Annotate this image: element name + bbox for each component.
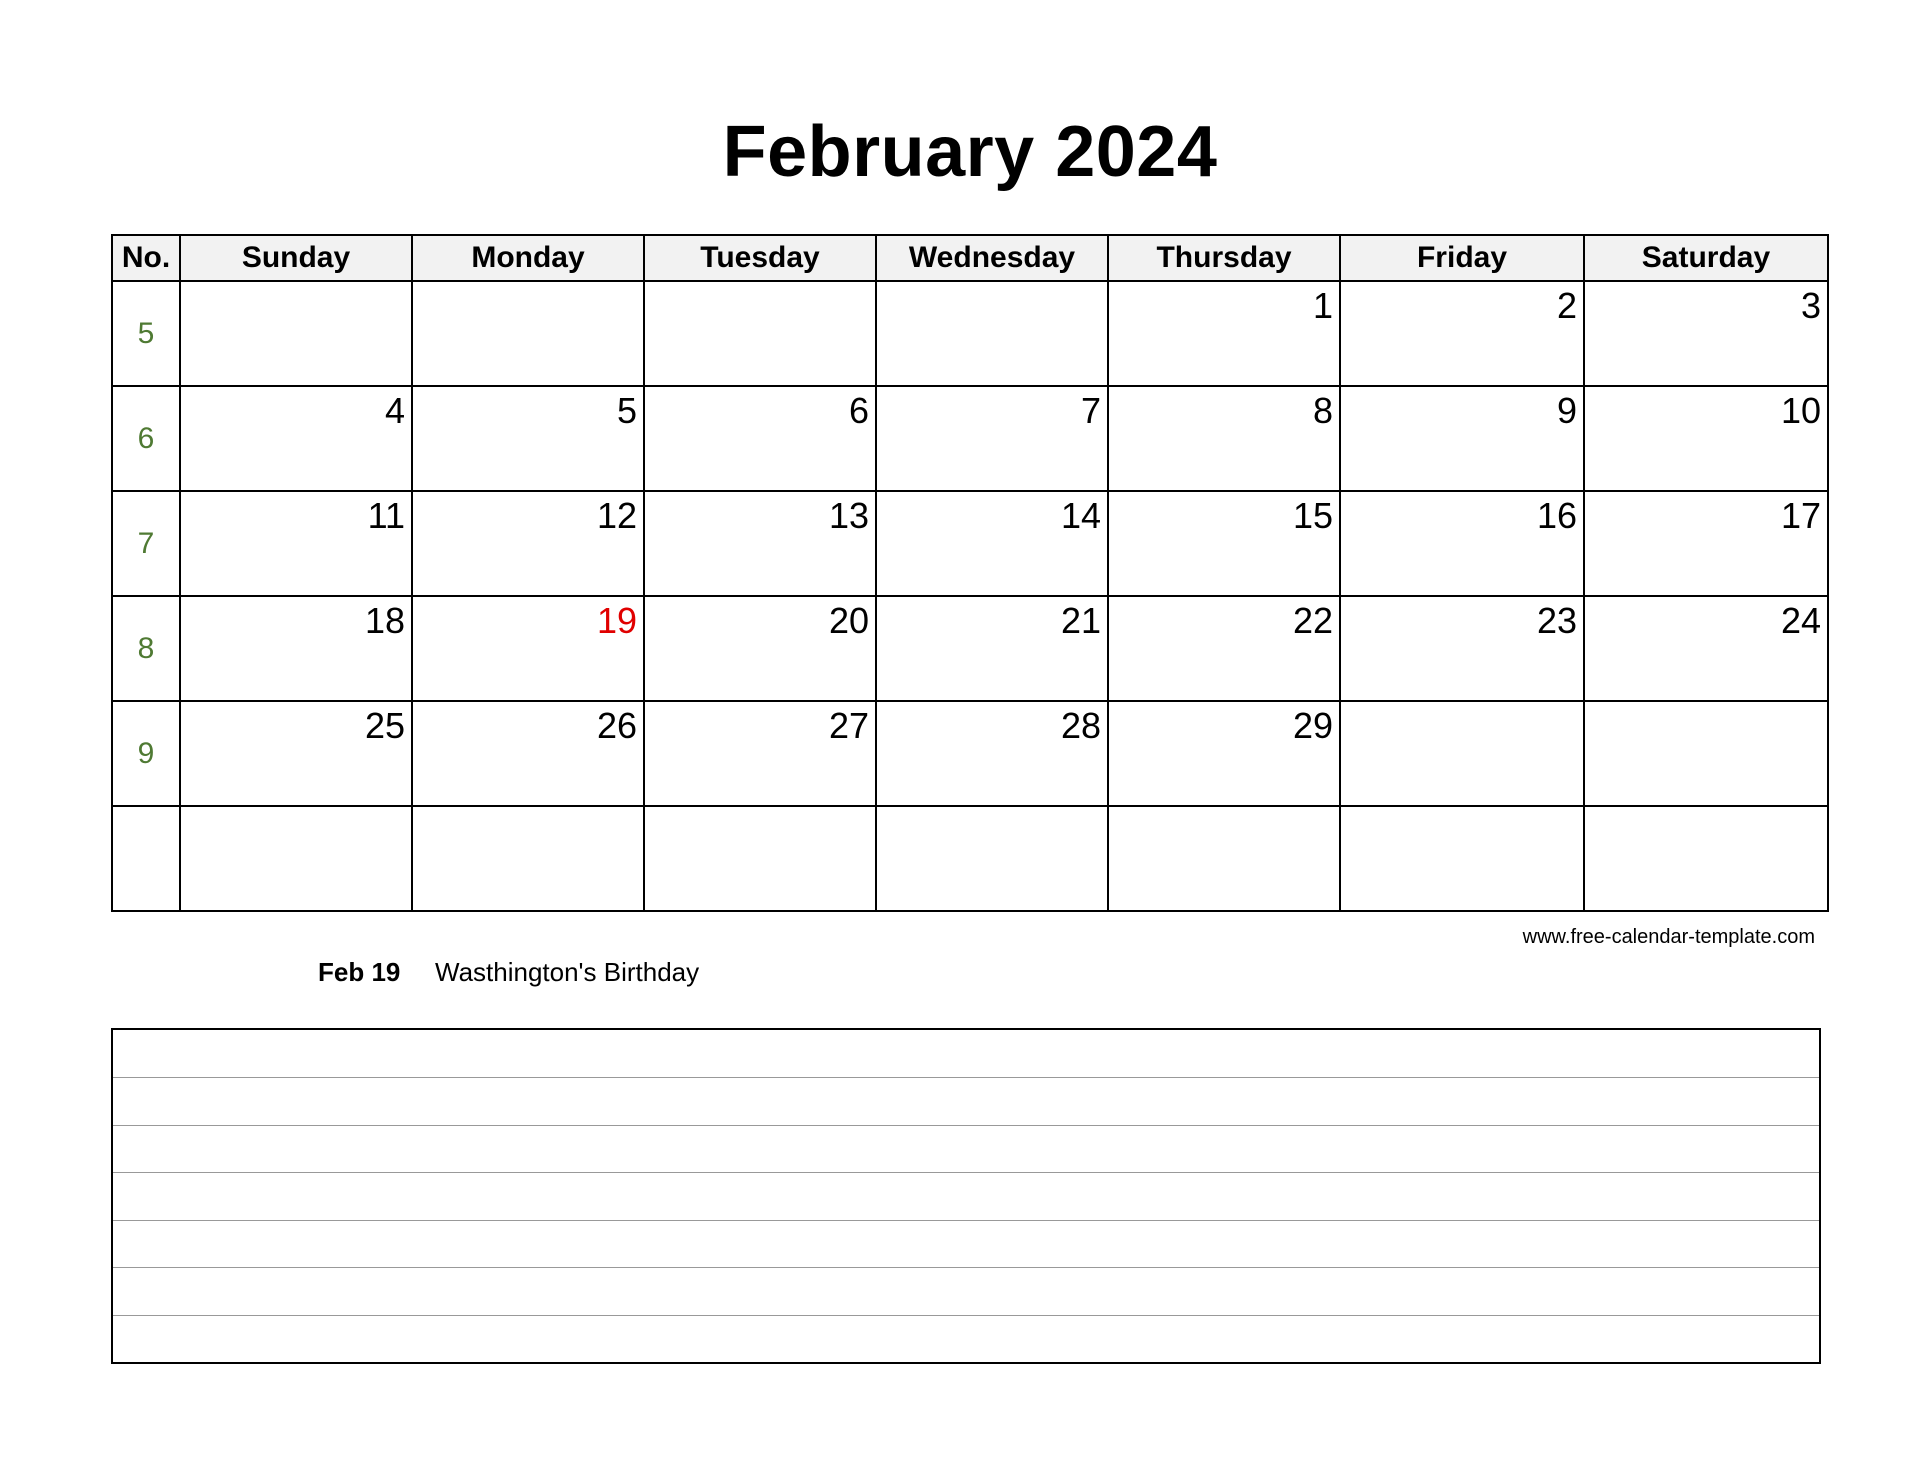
day-number: 23 [1536,600,1577,641]
holiday-date: Feb 19 [318,957,401,987]
day-cell-monday[interactable] [412,596,644,701]
day-cell-saturday[interactable] [1584,806,1828,911]
week-row [112,701,1828,806]
day-cell-wednesday[interactable] [876,281,1108,386]
note-line [113,1125,1819,1126]
day-cell-saturday[interactable] [1584,596,1828,701]
week-number-header: No. [112,235,180,281]
holiday-day-number: 19 [596,600,637,641]
day-number: 1 [1312,285,1333,326]
day-cell-monday[interactable] [412,491,644,596]
day-number [413,282,643,288]
day-number [877,282,1107,288]
week-row [112,596,1828,701]
day-number: 10 [1780,390,1821,431]
week-number: 6 [112,386,180,491]
day-cell-monday[interactable] [412,386,644,491]
week-row [112,281,1828,386]
header-wednesday: Wednesday [876,235,1108,281]
day-cell-tuesday[interactable] [644,281,876,386]
day-cell-saturday[interactable] [1584,386,1828,491]
day-cell-sunday[interactable] [180,806,412,911]
day-number [413,807,643,813]
day-cell-thursday[interactable] [1108,491,1340,596]
week-number: 7 [112,491,180,596]
day-number: 22 [1292,600,1333,641]
week-number: 8 [112,596,180,701]
day-number: 15 [1292,495,1333,536]
day-number: 9 [1556,390,1577,431]
header-sunday: Sunday [180,235,412,281]
day-number: 25 [364,705,405,746]
week-number: 9 [112,701,180,806]
day-cell-wednesday[interactable] [876,386,1108,491]
day-cell-wednesday[interactable] [876,491,1108,596]
day-number: 27 [828,705,869,746]
day-number [181,807,411,813]
day-number: 8 [1312,390,1333,431]
day-cell-sunday[interactable] [180,491,412,596]
note-line [113,1172,1819,1173]
note-line [113,1077,1819,1078]
day-number [1585,807,1827,813]
calendar-grid [111,234,1829,912]
week-row [112,386,1828,491]
day-cell-wednesday[interactable] [876,596,1108,701]
day-number: 17 [1780,495,1821,536]
day-number: 12 [596,495,637,536]
day-cell-wednesday[interactable] [876,806,1108,911]
day-cell-monday[interactable] [412,701,644,806]
day-cell-tuesday[interactable] [644,491,876,596]
week-row [112,806,1828,911]
day-number: 24 [1780,600,1821,641]
day-cell-thursday[interactable] [1108,701,1340,806]
day-cell-friday[interactable] [1340,386,1584,491]
day-number: 14 [1060,495,1101,536]
week-number: 5 [112,281,180,386]
day-number: 21 [1060,600,1101,641]
day-number [181,282,411,288]
page-title: February 2024 [722,112,1218,192]
day-cell-saturday[interactable] [1584,491,1828,596]
day-cell-monday[interactable] [412,806,644,911]
day-cell-wednesday[interactable] [876,701,1108,806]
day-number: 28 [1060,705,1101,746]
day-number: 4 [384,390,405,431]
day-number: 6 [848,390,869,431]
day-cell-tuesday[interactable] [644,596,876,701]
day-cell-friday[interactable] [1340,596,1584,701]
day-number: 11 [367,495,405,536]
day-number [1109,807,1339,813]
day-cell-sunday[interactable] [180,386,412,491]
day-number [877,807,1107,813]
header-thursday: Thursday [1108,235,1340,281]
day-cell-sunday[interactable] [180,701,412,806]
note-line [113,1220,1819,1221]
day-number: 3 [1800,285,1821,326]
day-number [645,807,875,813]
day-cell-saturday[interactable] [1584,281,1828,386]
day-cell-thursday[interactable] [1108,596,1340,701]
week-number [112,806,180,911]
weekday-header-row [112,235,1828,281]
day-cell-sunday[interactable] [180,281,412,386]
header-friday: Friday [1340,235,1584,281]
source-url[interactable]: www.free-calendar-template.com [1522,926,1815,948]
day-cell-monday[interactable] [412,281,644,386]
day-number: 13 [828,495,869,536]
notes-box[interactable] [111,1028,1821,1364]
day-number: 5 [616,390,637,431]
day-cell-tuesday[interactable] [644,701,876,806]
day-number: 20 [828,600,869,641]
header-tuesday: Tuesday [644,235,876,281]
day-cell-sunday[interactable] [180,596,412,701]
day-cell-friday[interactable] [1340,281,1584,386]
day-number: 16 [1536,495,1577,536]
header-saturday: Saturday [1584,235,1828,281]
day-cell-friday[interactable] [1340,701,1584,806]
day-cell-saturday[interactable] [1584,701,1828,806]
day-cell-tuesday[interactable] [644,806,876,911]
day-number: 18 [364,600,405,641]
day-cell-friday[interactable] [1340,491,1584,596]
day-number [1341,807,1583,813]
day-number [1585,702,1827,708]
day-cell-thursday[interactable] [1108,281,1340,386]
day-number: 2 [1556,285,1577,326]
day-number: 7 [1080,390,1101,431]
day-cell-thursday[interactable] [1108,806,1340,911]
note-line [113,1267,1819,1268]
day-cell-tuesday[interactable] [644,386,876,491]
week-row [112,491,1828,596]
day-number: 26 [596,705,637,746]
day-number [1341,702,1583,708]
header-monday: Monday [412,235,644,281]
note-line [113,1315,1819,1316]
day-number: 29 [1292,705,1333,746]
day-number [645,282,875,288]
holiday-name: Wasthington's Birthday [435,957,700,987]
day-cell-friday[interactable] [1340,806,1584,911]
day-cell-thursday[interactable] [1108,386,1340,491]
